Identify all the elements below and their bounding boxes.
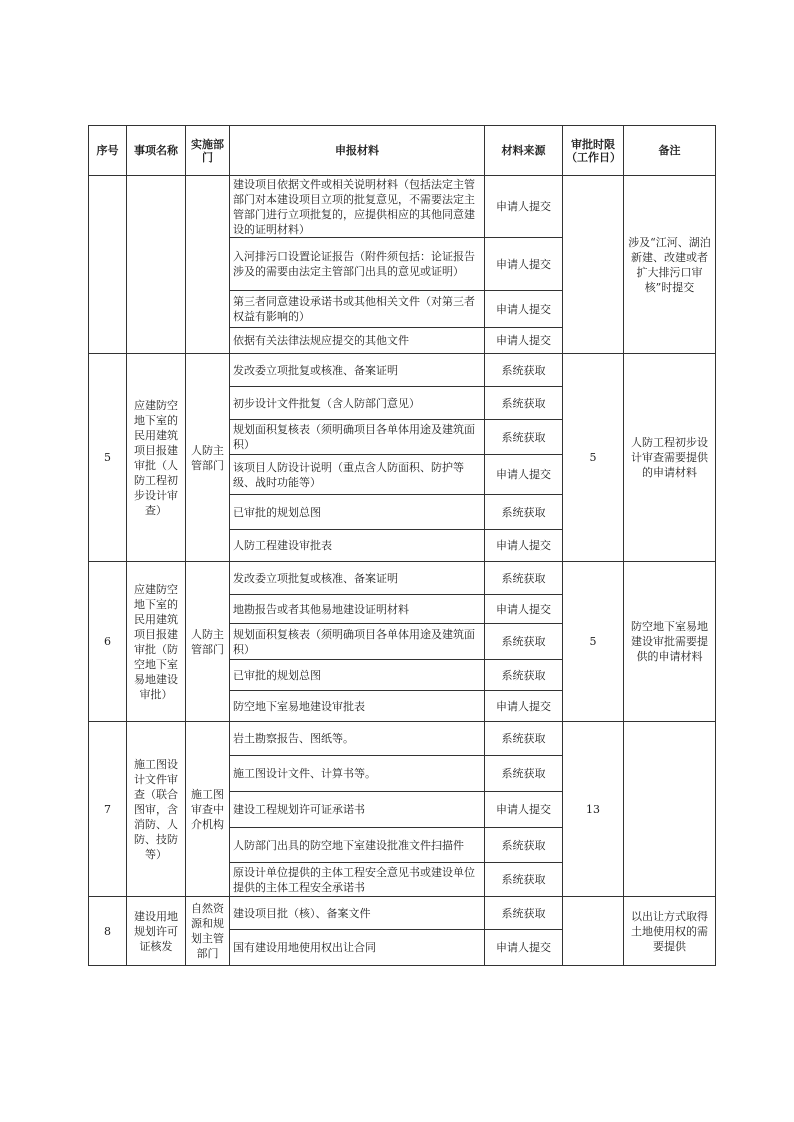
header-seq: 序号: [89, 126, 127, 176]
seq-cell: 6: [89, 562, 127, 722]
table-row: [89, 562, 716, 595]
header-item-name: 事项名称: [127, 126, 186, 176]
material-cell: 岩土勘察报告、图纸等。: [230, 722, 485, 756]
source-cell: 系统获取: [485, 756, 563, 792]
item-name-cell: 施工图设计文件审查（联合图审，含消防、人防、技防等）: [127, 722, 186, 897]
time-limit-cell: [563, 897, 624, 966]
material-cell: 发改委立项批复或核准、备案证明: [230, 562, 485, 595]
source-cell: 申请人提交: [485, 238, 563, 291]
material-cell: 初步设计文件批复（含人防部门意见）: [230, 387, 485, 420]
material-cell: 发改委立项批复或核准、备案证明: [230, 354, 485, 387]
source-cell: 系统获取: [485, 624, 563, 660]
dept-cell: 人防主管部门: [186, 354, 230, 562]
dept-cell: [186, 176, 230, 354]
note-cell: 以出让方式取得土地使用权的需要提供: [624, 897, 716, 966]
material-cell: 入河排污口设置论证报告（附件须包括：论证报告涉及的需要由法定主管部门出具的意见或证明）: [230, 238, 485, 291]
material-cell: 人防工程建设审批表: [230, 530, 485, 562]
header-dept: 实施部门: [186, 126, 230, 176]
material-cell: 已审批的规划总图: [230, 495, 485, 530]
seq-cell: 8: [89, 897, 127, 966]
source-cell: 系统获取: [485, 562, 563, 595]
material-cell: 建设项目依据文件或相关说明材料（包括法定主管部门对本建设项目立项的批复意见，不需要法定主管部门进行立项批复的，应提供相应的其他同意建设的证明材料）: [230, 176, 485, 238]
approval-materials-table: [88, 125, 716, 966]
material-cell: 防空地下室易地建设审批表: [230, 691, 485, 722]
header-source: 材料来源: [485, 126, 563, 176]
note-cell: [624, 722, 716, 897]
time-limit-cell: [563, 176, 624, 354]
item-name-cell: 建设用地规划许可证核发: [127, 897, 186, 966]
material-cell: 国有建设用地使用权出让合同: [230, 930, 485, 966]
source-cell: 申请人提交: [485, 691, 563, 722]
note-cell: 防空地下室易地建设审批需要提供的申请材料: [624, 562, 716, 722]
table-row: [89, 176, 716, 238]
item-name-cell: 应建防空地下室的民用建筑项目报建审批（人防工程初步设计审查）: [127, 354, 186, 562]
seq-cell: [89, 176, 127, 354]
material-cell: 依据有关法律法规应提交的其他文件: [230, 328, 485, 354]
source-cell: 申请人提交: [485, 930, 563, 966]
source-cell: 系统获取: [485, 420, 563, 455]
material-cell: 已审批的规划总图: [230, 660, 485, 691]
header-materials: 申报材料: [230, 126, 485, 176]
material-cell: 原设计单位提供的主体工程安全意见书或建设单位提供的主体工程安全承诺书: [230, 863, 485, 897]
source-cell: 系统获取: [485, 828, 563, 863]
source-cell: 申请人提交: [485, 792, 563, 828]
material-cell: 该项目人防设计说明（重点含人防面积、防护等级、战时功能等）: [230, 455, 485, 495]
header-time-limit: 审批时限（工作日）: [563, 126, 624, 176]
material-cell: 人防部门出具的防空地下室建设批准文件扫描件: [230, 828, 485, 863]
material-cell: 规划面积复核表（须明确项目各单体用途及建筑面积）: [230, 624, 485, 660]
source-cell: 申请人提交: [485, 455, 563, 495]
table-row: [89, 897, 716, 930]
material-cell: 第三者同意建设承诺书或其他相关文件（对第三者权益有影响的）: [230, 291, 485, 328]
source-cell: 系统获取: [485, 387, 563, 420]
note-cell: 人防工程初步设计审查需要提供的申请材料: [624, 354, 716, 562]
item-name-cell: 应建防空地下室的民用建筑项目报建审批（防空地下室易地建设审批）: [127, 562, 186, 722]
source-cell: 系统获取: [485, 863, 563, 897]
material-cell: 建设工程规划许可证承诺书: [230, 792, 485, 828]
source-cell: 申请人提交: [485, 176, 563, 238]
material-cell: 地勘报告或者其他易地建设证明材料: [230, 595, 485, 624]
time-limit-cell: 5: [563, 562, 624, 722]
source-cell: 系统获取: [485, 660, 563, 691]
source-cell: 申请人提交: [485, 291, 563, 328]
time-limit-cell: 13: [563, 722, 624, 897]
item-name-cell: [127, 176, 186, 354]
source-cell: 申请人提交: [485, 328, 563, 354]
source-cell: 申请人提交: [485, 530, 563, 562]
source-cell: 系统获取: [485, 495, 563, 530]
source-cell: 系统获取: [485, 354, 563, 387]
seq-cell: 7: [89, 722, 127, 897]
dept-cell: 人防主管部门: [186, 562, 230, 722]
source-cell: 系统获取: [485, 722, 563, 756]
header-row: [89, 126, 716, 176]
time-limit-cell: 5: [563, 354, 624, 562]
dept-cell: 自然资源和规划主管部门: [186, 897, 230, 966]
material-cell: 施工图设计文件、计算书等。: [230, 756, 485, 792]
dept-cell: 施工图审查中介机构: [186, 722, 230, 897]
material-cell: 建设项目批（核）、备案文件: [230, 897, 485, 930]
note-cell: 涉及“江河、湖泊新建、改建或者扩大排污口审核”时提交: [624, 176, 716, 354]
seq-cell: 5: [89, 354, 127, 562]
table-row: [89, 354, 716, 387]
material-cell: 规划面积复核表（须明确项目各单体用途及建筑面积）: [230, 420, 485, 455]
table-row: [89, 722, 716, 756]
source-cell: 系统获取: [485, 897, 563, 930]
header-notes: 备注: [624, 126, 716, 176]
source-cell: 申请人提交: [485, 595, 563, 624]
